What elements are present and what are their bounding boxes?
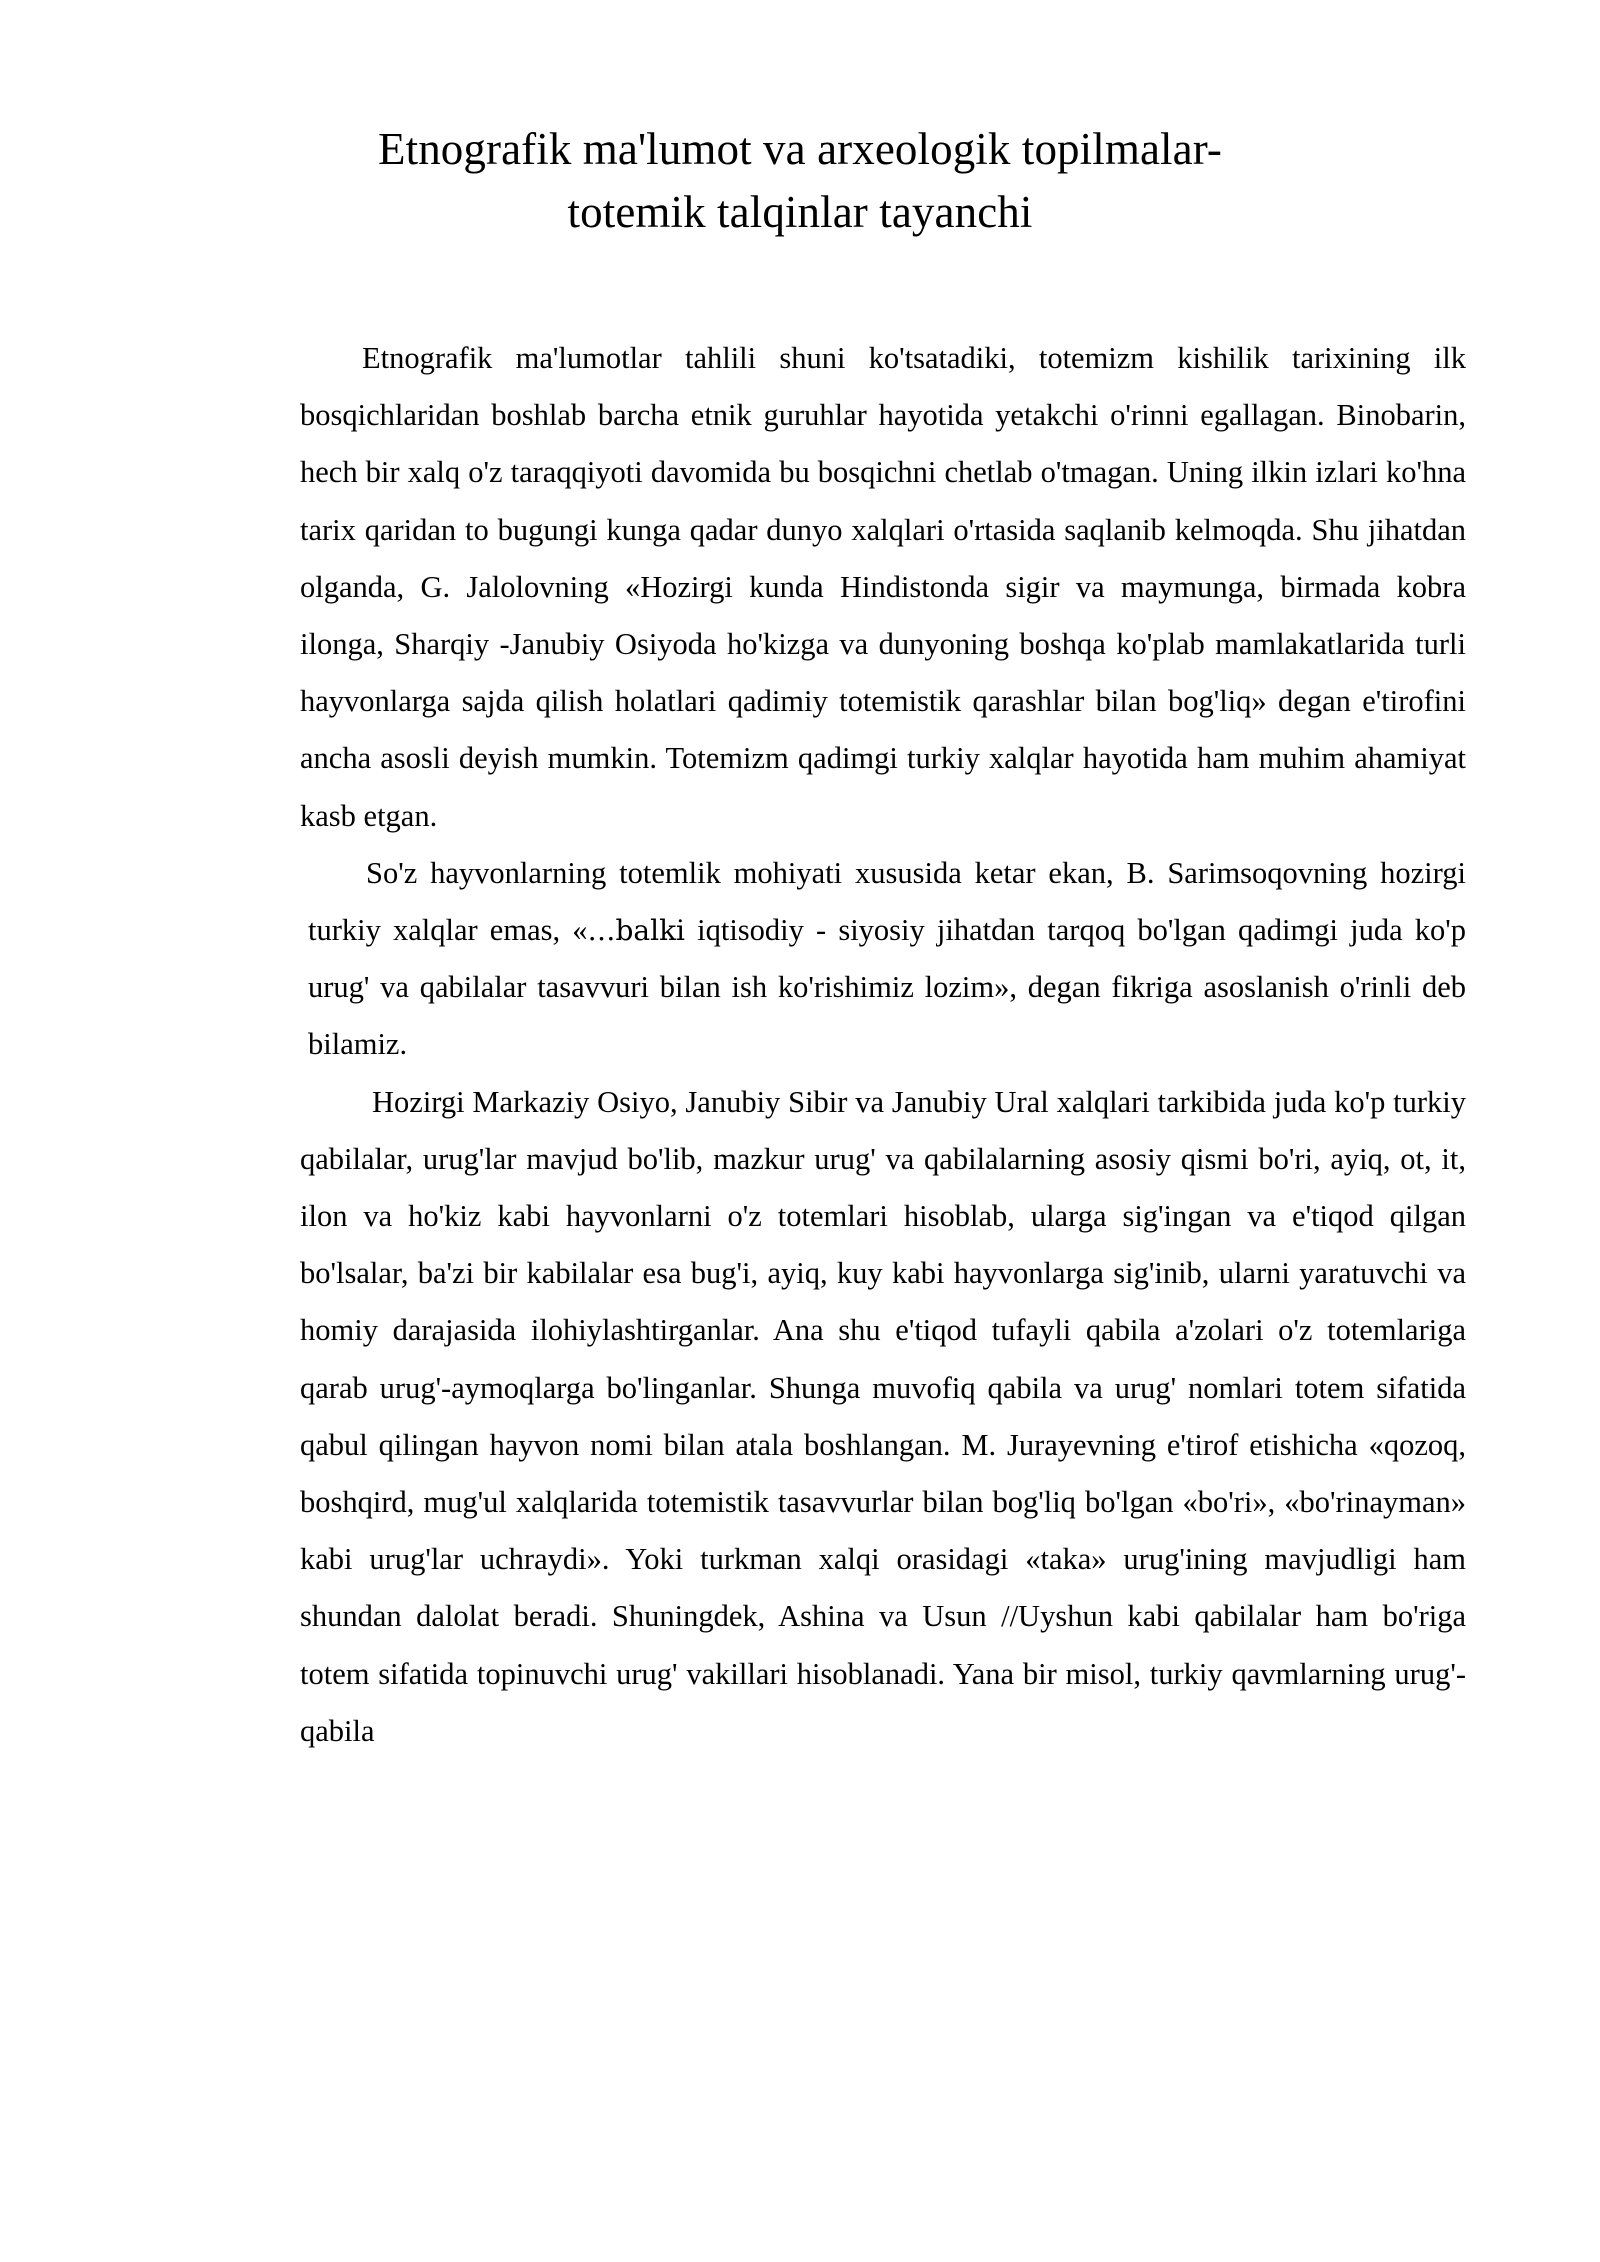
paragraph-2-segment-before: So'z hayvonlarning totemlik mohiyati xususida ketar ekan, B. Sarimsoqovning hozirgi turkiy xalqlar emas, « — [308, 855, 1466, 948]
page-title-line-2: totemik talqinlar tayanchi — [567, 187, 1033, 237]
paragraph-2 — [300, 845, 1466, 1074]
paragraph-2-quote-emphasis: …balki — [587, 914, 685, 948]
page-title-line-1: Etnografik ma'lumot va arxeologik topilmalar- — [378, 124, 1222, 174]
page-title — [210, 118, 1390, 244]
paragraph-2-segment-after: iqtisodiy - siyosiy jihatdan tarqoq bo'lgan qadimgi juda ko'p urug' va qabilalar tasavvuri bilan ish ko'rishimiz lozim», degan fikriga asoslanish o'rinli deb bilamiz. — [308, 913, 1466, 1062]
document-body — [300, 330, 1466, 1760]
paragraph-1: Etnografik ma'lumotlar tahlili shuni ko'tsatadiki, totemizm kishilik tarixining ilk bosqichlaridan boshlab barcha etnik guruhlar hayotida yetakchi o'rinni egallagan. Binobarin, hech bir xalq o'z taraqqiyoti davomida bu bosqichni chetlab o'tmagan. Uning ilkin izlari ko'hna tarix qaridan to bugungi kunga qadar dunyo xalqlari o'rtasida saqlanib kelmoqda. Shu jihatdan olganda, G. Jalolovning «Hozirgi kunda Hindistonda sigir va maymunga, birmada kobra ilonga, Sharqiy -Janubiy Osiyoda ho'kizga va dunyoning boshqa ko'plab mamlakatlarida turli hayvonlarga sajda qilish holatlari qadimiy totemistik qarashlar bilan bog'liq» degan e'tirofini ancha asosli deyish mumkin. Totemizm qadimgi turkiy xalqlar hayotida ham muhim ahamiyat kasb etgan. — [300, 341, 1466, 833]
paragraph-3: Hozirgi Markaziy Osiyo, Janubiy Sibir va Janubiy Ural xalqlari tarkibida juda ko'p turkiy qabilalar, urug'lar mavjud bo'lib, mazkur urug' va qabilalarning asosiy qismi bo'ri, ayiq, ot, it, ilon va ho'kiz kabi hayvonlarni o'z totemlari hisoblab, ularga sig'ingan va e'tiqod qilgan bo'lsalar, ba'zi bir kabilalar esa bug'i, ayiq, kuy kabi hayvonlarga sig'inib, ularni yaratuvchi va homiy darajasida ilohiylashtirganlar. Ana shu e'tiqod tufayli qabila a'zolari o'z totemlariga qarab urug'-aymoqlarga bo'linganlar. Shunga muvofiq qabila va urug' nomlari totem sifatida qabul qilingan hayvon nomi bilan atala boshlangan. M. Jurayevning e'tirof etishicha «qozoq, boshqird, mug'ul xalqlarida totemistik tasavvurlar bilan bog'liq bo'lgan «bo'ri», «bo'rinayman» kabi urug'lar uchraydi». Yoki turkman xalqi orasidagi «taka» urug'ining mavjudligi ham shundan dalolat beradi. Shuningdek, Ashina va Usun //Uyshun kabi qabilalar ham bo'riga totem sifatida topinuvchi urug' vakillari hisoblanadi. Yana bir misol, turkiy qavmlarning urug'-qabila — [300, 1084, 1466, 1748]
